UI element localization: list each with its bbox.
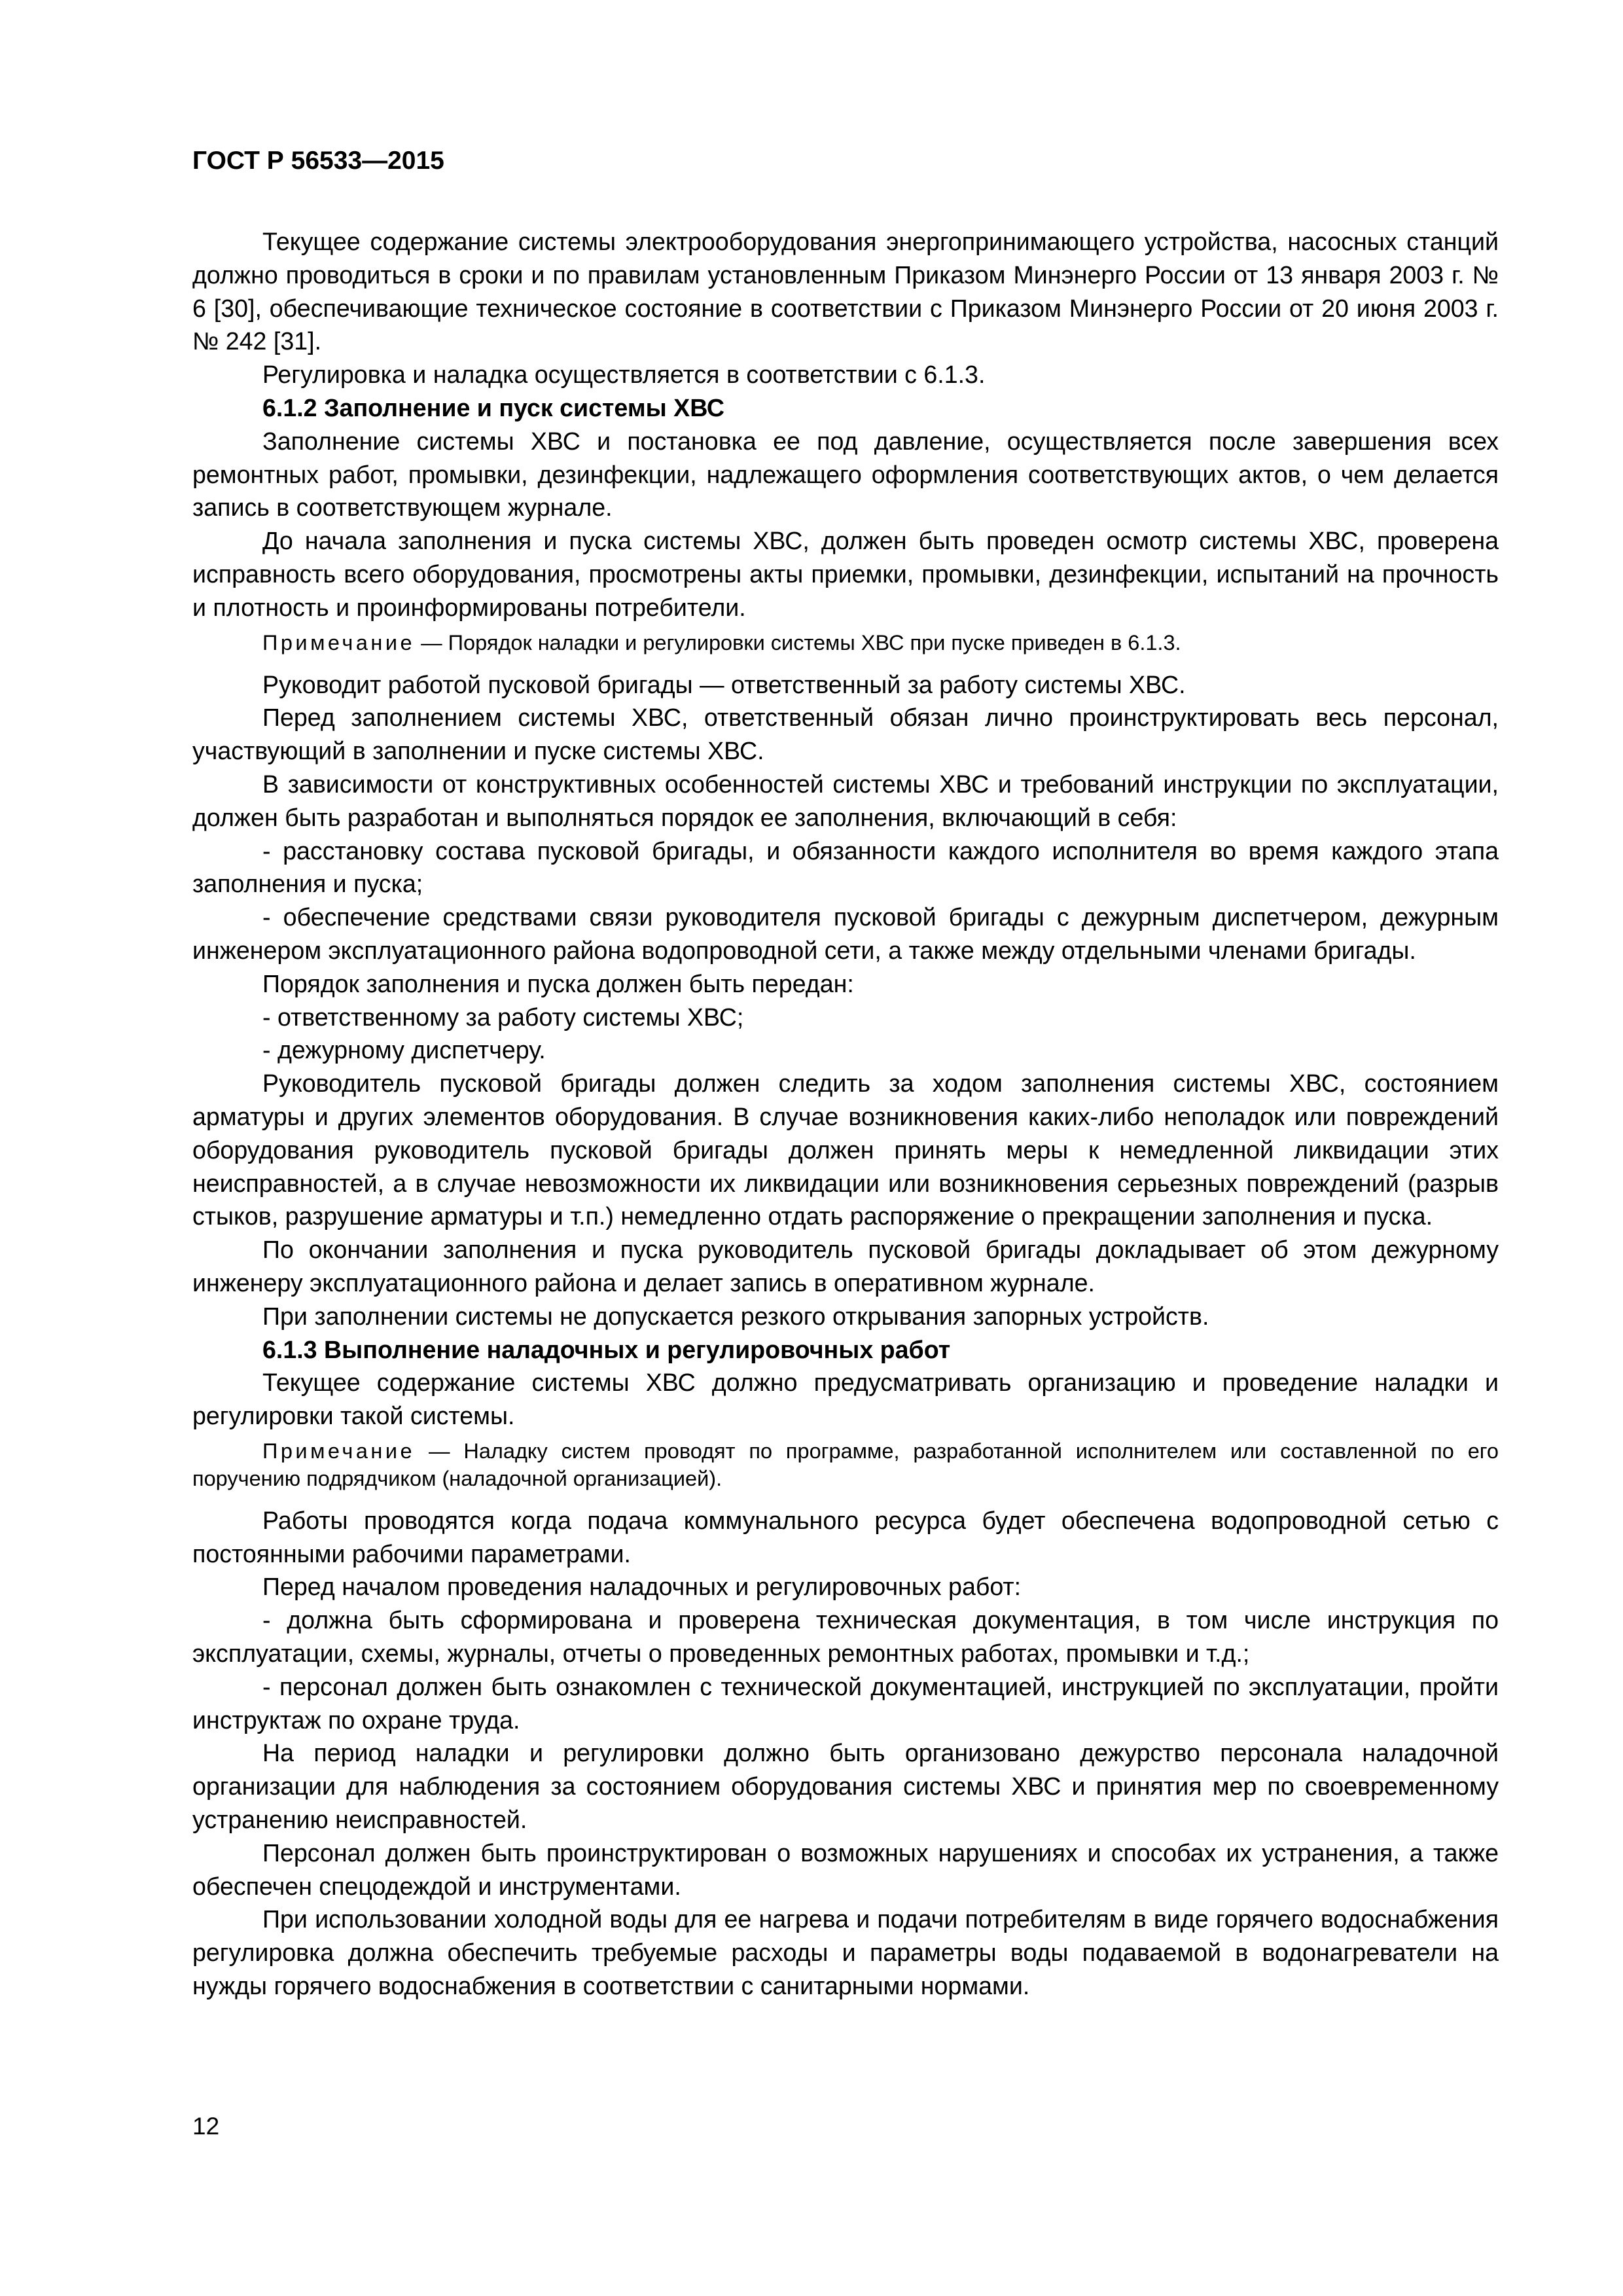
paragraph: В зависимости от конструктивных особенностей системы ХВС и требований инструкции по эксплуатации, должен быть разработан и выполняться порядок ее заполнения, включающий в себя:	[192, 770, 1499, 831]
list-item: - расстановку состава пусковой бригады, и обязанности каждого исполнителя во время каждого этапа заполнения и пуска;	[192, 836, 1499, 898]
paragraph: До начала заполнения и пуска системы ХВС, должен быть проведен осмотр системы ХВС, проверена исправность всего оборудования, просмотрены акты приемки, промывки, дезинфекции, испытаний на прочность и плотность и проинформированы потребители.	[192, 527, 1499, 621]
paragraph: Перед началом проведения наладочных и регулировочных работ:	[262, 1573, 1022, 1601]
page-number: 12	[192, 2113, 220, 2140]
paragraph: Руководит работой пусковой бригады — ответственный за работу системы ХВС.	[262, 670, 1186, 698]
paragraph: Текущее содержание системы электрооборудования энергопринимающего устройства, насосных станций должно проводиться в сроки и по правилам установленным Приказом Минэнерго России от 13 января 2003 г. № 6 [30], обеспечивающие техническое состояние в соответствии с Приказом Минэнерго России от 20 июня 2003 г. № 242 [31].	[192, 228, 1499, 355]
note-text: — Наладку систем проводят по программе, разработанной исполнителем или составленной по его поручению подрядчиком (наладочной организацией).	[192, 1439, 1499, 1490]
note	[192, 1437, 1499, 1492]
note	[192, 629, 1499, 656]
list-item: - обеспечение средствами связи руководителя пусковой бригады с дежурным диспетчером, дежурным инженером эксплуатационного района водопроводной сети, а также между отдельными членами бригады.	[192, 903, 1499, 964]
section-heading-6-1-2: 6.1.2 Заполнение и пуск системы ХВС	[262, 393, 725, 422]
note-label: Примечание	[262, 630, 416, 655]
list-item: - дежурному диспетчеру.	[262, 1036, 546, 1064]
paragraph: По окончании заполнения и пуска руководитель пусковой бригады докладывает об этом дежурному инженеру эксплуатационного района и делает запись в оперативном журнале.	[192, 1236, 1499, 1297]
paragraph: При заполнении системы не допускается резкого открывания запорных устройств.	[262, 1302, 1209, 1330]
paragraph: Текущее содержание системы ХВС должно предусматривать организацию и проведение наладки и регулировки такой системы.	[192, 1369, 1499, 1430]
list-item: - персонал должен быть ознакомлен с технической документацией, инструкцией по эксплуатации, пройти инструктаж по охране труда.	[192, 1672, 1499, 1734]
document-body	[192, 225, 1499, 2003]
note-label: Примечание	[262, 1439, 416, 1463]
list-item: - должна быть сформирована и проверена техническая документация, в том числе инструкция по эксплуатации, схемы, журналы, отчеты о проведенных ремонтных работах, промывки и т.д.;	[192, 1606, 1499, 1668]
list-item: - ответственному за работу системы ХВС;	[262, 1003, 744, 1031]
note-text: — Порядок наладки и регулировки системы ХВС при пуске приведен в 6.1.3.	[415, 630, 1181, 655]
standard-header: ГОСТ Р 56533—2015	[192, 147, 444, 175]
paragraph: Порядок заполнения и пуска должен быть передан:	[262, 969, 854, 997]
section-heading-6-1-3: 6.1.3 Выполнение наладочных и регулировочных работ	[262, 1335, 951, 1363]
paragraph: Руководитель пусковой бригады должен следить за ходом заполнения системы ХВС, состоянием арматуры и других элементов оборудования. В случае возникновения каких-либо неполадок или повреждений оборудования руководитель пусковой бригады должен принять меры к немедленной ликвидации этих неисправностей, а в случае невозможности их ликвидации или возникновения серьезных повреждений (разрыв стыков, разрушение арматуры и т.п.) немедленно отдать распоряжение о прекращении заполнения и пуска.	[192, 1069, 1499, 1230]
paragraph: Перед заполнением системы ХВС, ответственный обязан лично проинструктировать весь персонал, участвующий в заполнении и пуске системы ХВС.	[192, 704, 1499, 765]
paragraph: Работы проводятся когда подача коммунального ресурса будет обеспечена водопроводной сетью с постоянными рабочими параметрами.	[192, 1506, 1499, 1568]
paragraph: Персонал должен быть проинструктирован о возможных нарушениях и способах их устранения, а также обеспечен спецодеждой и инструментами.	[192, 1839, 1499, 1900]
paragraph: На период наладки и регулировки должно быть организовано дежурство персонала наладочной организации для наблюдения за состоянием оборудования системы ХВС и принятия мер по своевременному устранению неисправностей.	[192, 1739, 1499, 1834]
paragraph: Регулировка и наладка осуществляется в соответствии с 6.1.3.	[262, 361, 986, 389]
paragraph: При использовании холодной воды для ее нагрева и подачи потребителям в виде горячего водоснабжения регулировка должна обеспечить требуемые расходы и параметры воды подаваемой в водонагреватели на нужды горячего водоснабжения в соответствии с санитарными нормами.	[192, 1905, 1499, 2000]
paragraph: Заполнение системы ХВС и постановка ее под давление, осуществляется после завершения всех ремонтных работ, промывки, дезинфекции, надлежащего оформления соответствующих актов, о чем делается запись в соответствующем журнале.	[192, 427, 1499, 522]
